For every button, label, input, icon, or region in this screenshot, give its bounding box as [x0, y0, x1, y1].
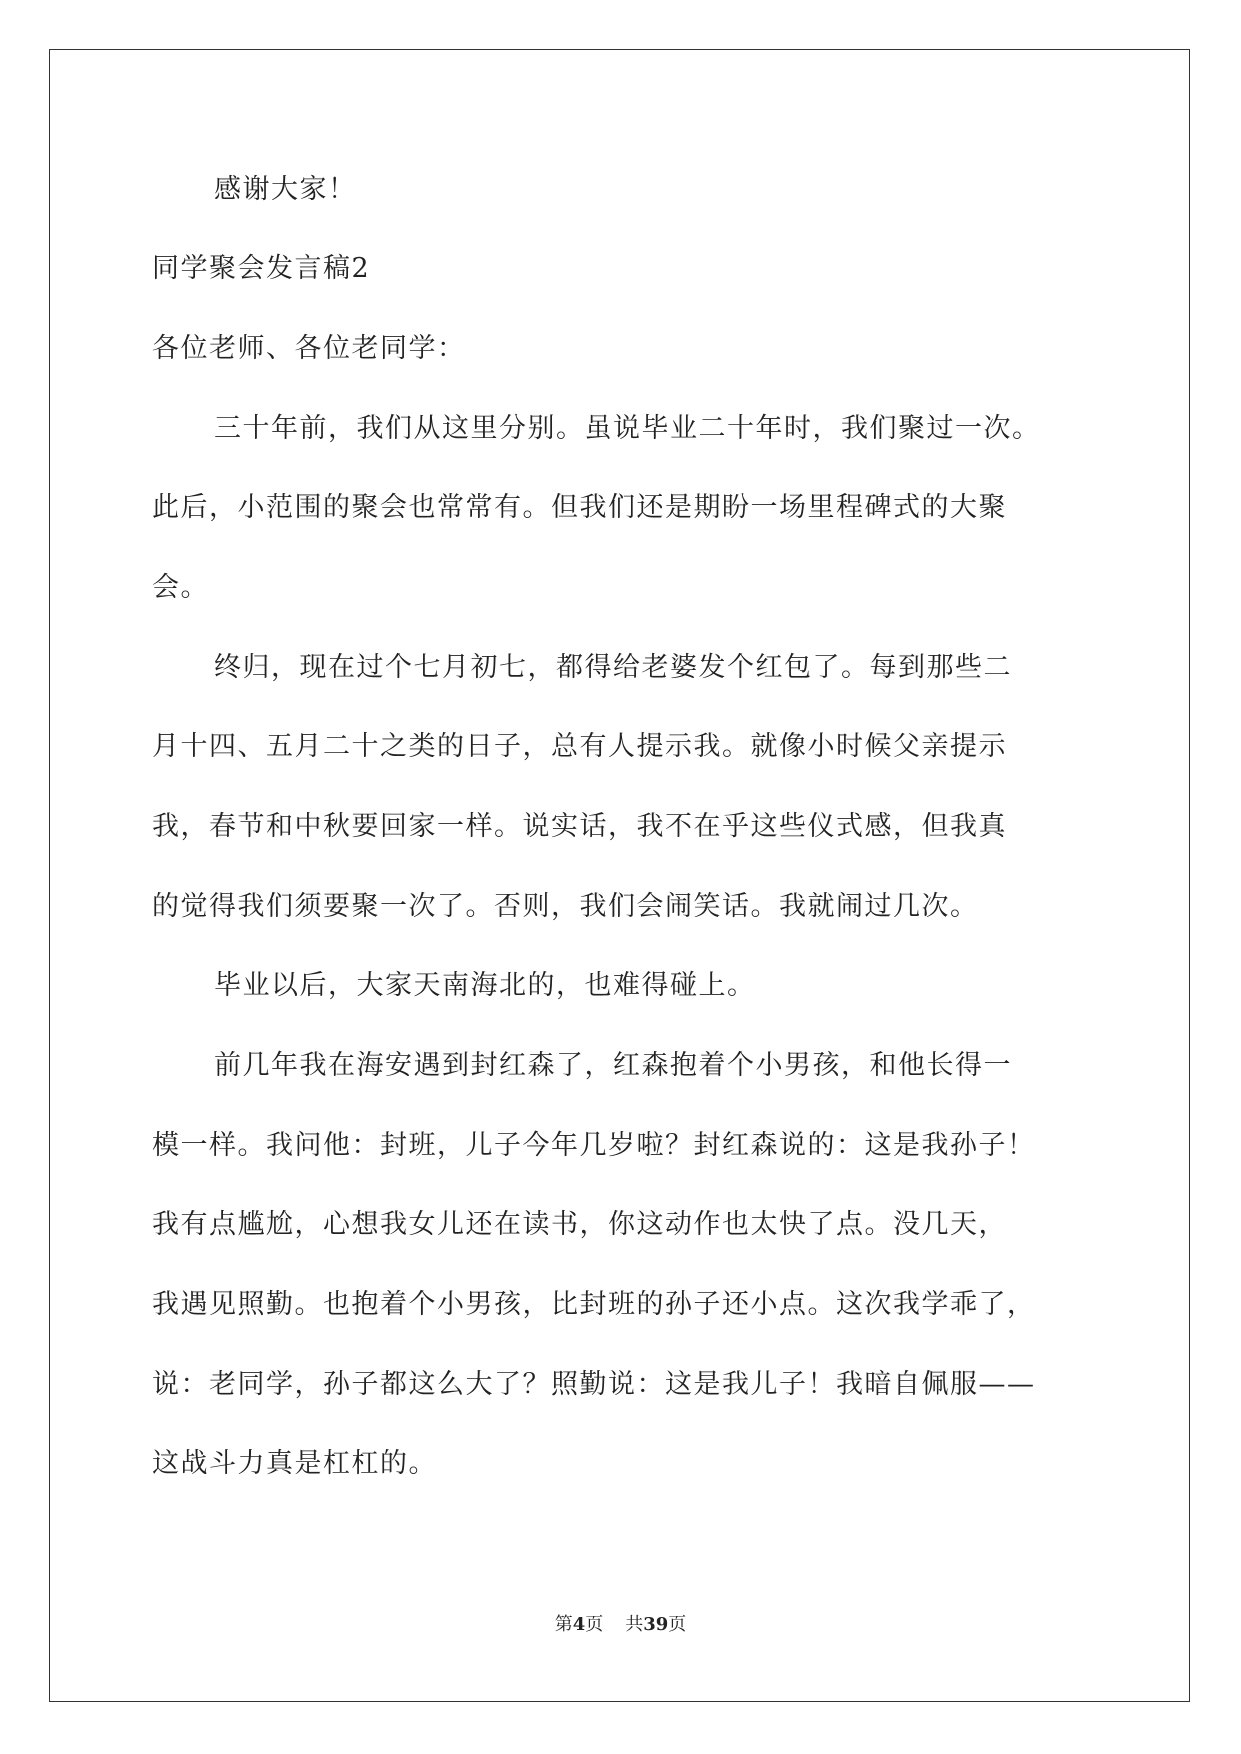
total-pages: 39 [643, 1614, 669, 1635]
section-title: 同学聚会发言稿2 [152, 253, 371, 284]
paragraph-line: 终归，现在过个七月初七，都得给老婆发个红包了。每到那些二 [214, 652, 1012, 683]
page-number: 4 [572, 1614, 586, 1635]
total-suffix: 页 [668, 1614, 687, 1635]
paragraph-line: 三十年前，我们从这里分别。虽说毕业二十年时，我们聚过一次。 [214, 413, 1041, 444]
paragraph-line: 模一样。我问他：封班，儿子今年几岁啦？封红森说的：这是我孙子！ [152, 1130, 1036, 1161]
paragraph-line: 说：老同学，孙子都这么大了？照勤说：这是我儿子！我暗自佩服—— [152, 1369, 1036, 1400]
paragraph-line: 此后，小范围的聚会也常常有。但我们还是期盼一场里程碑式的大聚 [152, 492, 1007, 523]
paragraph-line: 月十四、五月二十之类的日子，总有人提示我。就像小时候父亲提示 [152, 731, 1007, 762]
salutation: 各位老师、各位老同学： [152, 333, 466, 364]
page-footer [0, 1613, 1241, 1637]
paragraph-line: 这战斗力真是杠杠的。 [152, 1448, 437, 1479]
closing-thanks: 感谢大家！ [214, 174, 357, 205]
paragraph-line: 我遇见照勤。也抱着个小男孩，比封班的孙子还小点。这次我学乖了， [152, 1289, 1036, 1320]
paragraph-line: 的觉得我们须要聚一次了。否则，我们会闹笑话。我就闹过几次。 [152, 891, 979, 922]
page-suffix: 页 [585, 1614, 604, 1635]
paragraph-line: 我有点尴尬，心想我女儿还在读书，你这动作也太快了点。没几天， [152, 1209, 1007, 1240]
paragraph-line: 毕业以后，大家天南海北的，也难得碰上。 [214, 970, 756, 1001]
paragraph-line: 我，春节和中秋要回家一样。说实话，我不在乎这些仪式感，但我真 [152, 811, 1007, 842]
paragraph-line: 会。 [152, 572, 209, 603]
page-prefix: 第 [554, 1614, 573, 1635]
total-prefix: 共 [625, 1614, 644, 1635]
paragraph-line: 前几年我在海安遇到封红森了，红森抱着个小男孩，和他长得一 [214, 1050, 1012, 1081]
